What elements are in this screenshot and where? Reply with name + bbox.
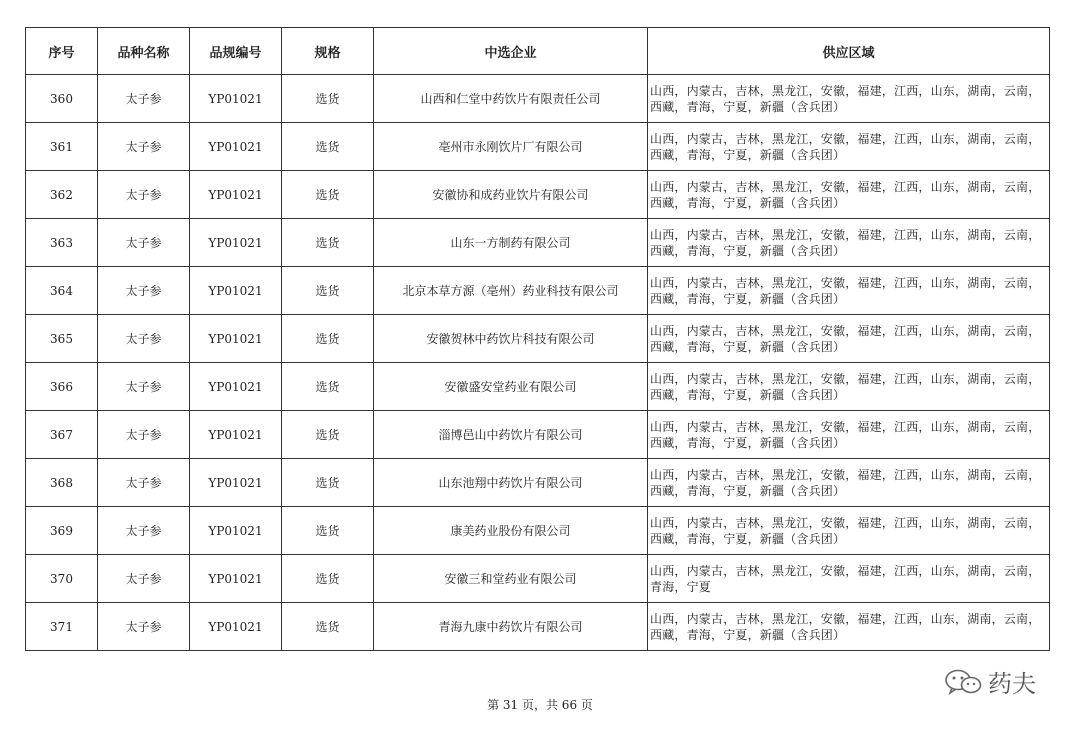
row-product-code: YP01021 [190, 411, 282, 459]
supplier-table [25, 27, 1050, 651]
row-variety-name: 太子参 [98, 315, 190, 363]
row-supply-region: 山西，内蒙古，吉林，黑龙江，安徽，福建，江西，山东，湖南，云南，西藏，青海，宁夏，新疆（含兵团） [648, 363, 1050, 411]
row-specification: 选货 [282, 75, 374, 123]
table-row [26, 411, 1050, 459]
header-specification: 规格 [282, 28, 374, 75]
wechat-icon [944, 668, 984, 696]
row-product-code: YP01021 [190, 459, 282, 507]
row-specification: 选货 [282, 171, 374, 219]
row-company: 北京本草方源（亳州）药业科技有限公司 [374, 267, 648, 315]
row-variety-name: 太子参 [98, 75, 190, 123]
row-specification: 选货 [282, 459, 374, 507]
row-company: 安徽三和堂药业有限公司 [374, 555, 648, 603]
row-serial-number: 371 [26, 603, 98, 651]
row-product-code: YP01021 [190, 171, 282, 219]
row-supply-region: 山西，内蒙古，吉林，黑龙江，安徽，福建，江西，山东，湖南，云南，西藏，青海，宁夏，新疆（含兵团） [648, 315, 1050, 363]
row-company: 山东一方制药有限公司 [374, 219, 648, 267]
header-supply-region: 供应区域 [648, 28, 1050, 75]
row-product-code: YP01021 [190, 603, 282, 651]
row-supply-region: 山西，内蒙古，吉林，黑龙江，安徽，福建，江西，山东，湖南，云南，西藏，青海，宁夏，新疆（含兵团） [648, 75, 1050, 123]
row-serial-number: 363 [26, 219, 98, 267]
table-row [26, 75, 1050, 123]
row-company: 青海九康中药饮片有限公司 [374, 603, 648, 651]
row-company: 安徽盛安堂药业有限公司 [374, 363, 648, 411]
row-specification: 选货 [282, 315, 374, 363]
row-specification: 选货 [282, 555, 374, 603]
table-row [26, 363, 1050, 411]
row-company: 山西和仁堂中药饮片有限责任公司 [374, 75, 648, 123]
header-selected-company: 中选企业 [374, 28, 648, 75]
row-supply-region: 山西，内蒙古，吉林，黑龙江，安徽，福建，江西，山东，湖南，云南，西藏，青海，宁夏，新疆（含兵团） [648, 459, 1050, 507]
row-specification: 选货 [282, 603, 374, 651]
row-variety-name: 太子参 [98, 411, 190, 459]
row-serial-number: 369 [26, 507, 98, 555]
table-row [26, 459, 1050, 507]
watermark-text: 药夫 [988, 670, 1036, 698]
watermark [944, 664, 1036, 699]
row-variety-name: 太子参 [98, 171, 190, 219]
row-variety-name: 太子参 [98, 219, 190, 267]
table-row [26, 123, 1050, 171]
row-company: 康美药业股份有限公司 [374, 507, 648, 555]
row-product-code: YP01021 [190, 267, 282, 315]
row-serial-number: 368 [26, 459, 98, 507]
row-specification: 选货 [282, 363, 374, 411]
row-serial-number: 364 [26, 267, 98, 315]
header-product-code: 品规编号 [190, 28, 282, 75]
row-variety-name: 太子参 [98, 555, 190, 603]
row-serial-number: 370 [26, 555, 98, 603]
row-company: 山东池翔中药饮片有限公司 [374, 459, 648, 507]
row-product-code: YP01021 [190, 219, 282, 267]
row-supply-region: 山西，内蒙古，吉林，黑龙江，安徽，福建，江西，山东，湖南，云南，西藏，青海，宁夏，新疆（含兵团） [648, 171, 1050, 219]
row-supply-region: 山西，内蒙古，吉林，黑龙江，安徽，福建，江西，山东，湖南，云南，西藏，青海，宁夏，新疆（含兵团） [648, 219, 1050, 267]
row-specification: 选货 [282, 411, 374, 459]
row-serial-number: 360 [26, 75, 98, 123]
row-company: 安徽协和成药业饮片有限公司 [374, 171, 648, 219]
row-specification: 选货 [282, 123, 374, 171]
row-specification: 选货 [282, 507, 374, 555]
table-row [26, 603, 1050, 651]
row-variety-name: 太子参 [98, 363, 190, 411]
table-header-row [26, 28, 1050, 75]
row-product-code: YP01021 [190, 507, 282, 555]
row-serial-number: 366 [26, 363, 98, 411]
table-row [26, 267, 1050, 315]
row-serial-number: 365 [26, 315, 98, 363]
row-variety-name: 太子参 [98, 267, 190, 315]
row-product-code: YP01021 [190, 315, 282, 363]
header-variety-name: 品种名称 [98, 28, 190, 75]
table-row [26, 219, 1050, 267]
row-company: 淄博邑山中药饮片有限公司 [374, 411, 648, 459]
row-supply-region: 山西，内蒙古，吉林，黑龙江，安徽，福建，江西，山东，湖南，云南，西藏，青海，宁夏，新疆（含兵团） [648, 603, 1050, 651]
table-row [26, 507, 1050, 555]
row-variety-name: 太子参 [98, 603, 190, 651]
row-product-code: YP01021 [190, 75, 282, 123]
row-supply-region: 山西，内蒙古，吉林，黑龙江，安徽，福建，江西，山东，湖南，云南，西藏，青海，宁夏，新疆（含兵团） [648, 123, 1050, 171]
row-product-code: YP01021 [190, 363, 282, 411]
row-product-code: YP01021 [190, 555, 282, 603]
table-row [26, 555, 1050, 603]
row-serial-number: 361 [26, 123, 98, 171]
row-company: 亳州市永刚饮片厂有限公司 [374, 123, 648, 171]
row-supply-region: 山西，内蒙古，吉林，黑龙江，安徽，福建，江西，山东，湖南，云南，西藏，青海，宁夏，新疆（含兵团） [648, 507, 1050, 555]
header-serial-number: 序号 [26, 28, 98, 75]
row-specification: 选货 [282, 219, 374, 267]
row-variety-name: 太子参 [98, 507, 190, 555]
table-row [26, 315, 1050, 363]
row-serial-number: 362 [26, 171, 98, 219]
row-supply-region: 山西，内蒙古，吉林，黑龙江，安徽，福建，江西，山东，湖南，云南，青海，宁夏 [648, 555, 1050, 603]
row-supply-region: 山西，内蒙古，吉林，黑龙江，安徽，福建，江西，山东，湖南，云南，西藏，青海，宁夏，新疆（含兵团） [648, 267, 1050, 315]
page-number: 第 31 页，共 66 页 [487, 698, 593, 712]
row-serial-number: 367 [26, 411, 98, 459]
row-supply-region: 山西，内蒙古，吉林，黑龙江，安徽，福建，江西，山东，湖南，云南，西藏，青海，宁夏，新疆（含兵团） [648, 411, 1050, 459]
row-company: 安徽贺林中药饮片科技有限公司 [374, 315, 648, 363]
row-variety-name: 太子参 [98, 123, 190, 171]
row-product-code: YP01021 [190, 123, 282, 171]
table-row [26, 171, 1050, 219]
row-variety-name: 太子参 [98, 459, 190, 507]
row-specification: 选货 [282, 267, 374, 315]
